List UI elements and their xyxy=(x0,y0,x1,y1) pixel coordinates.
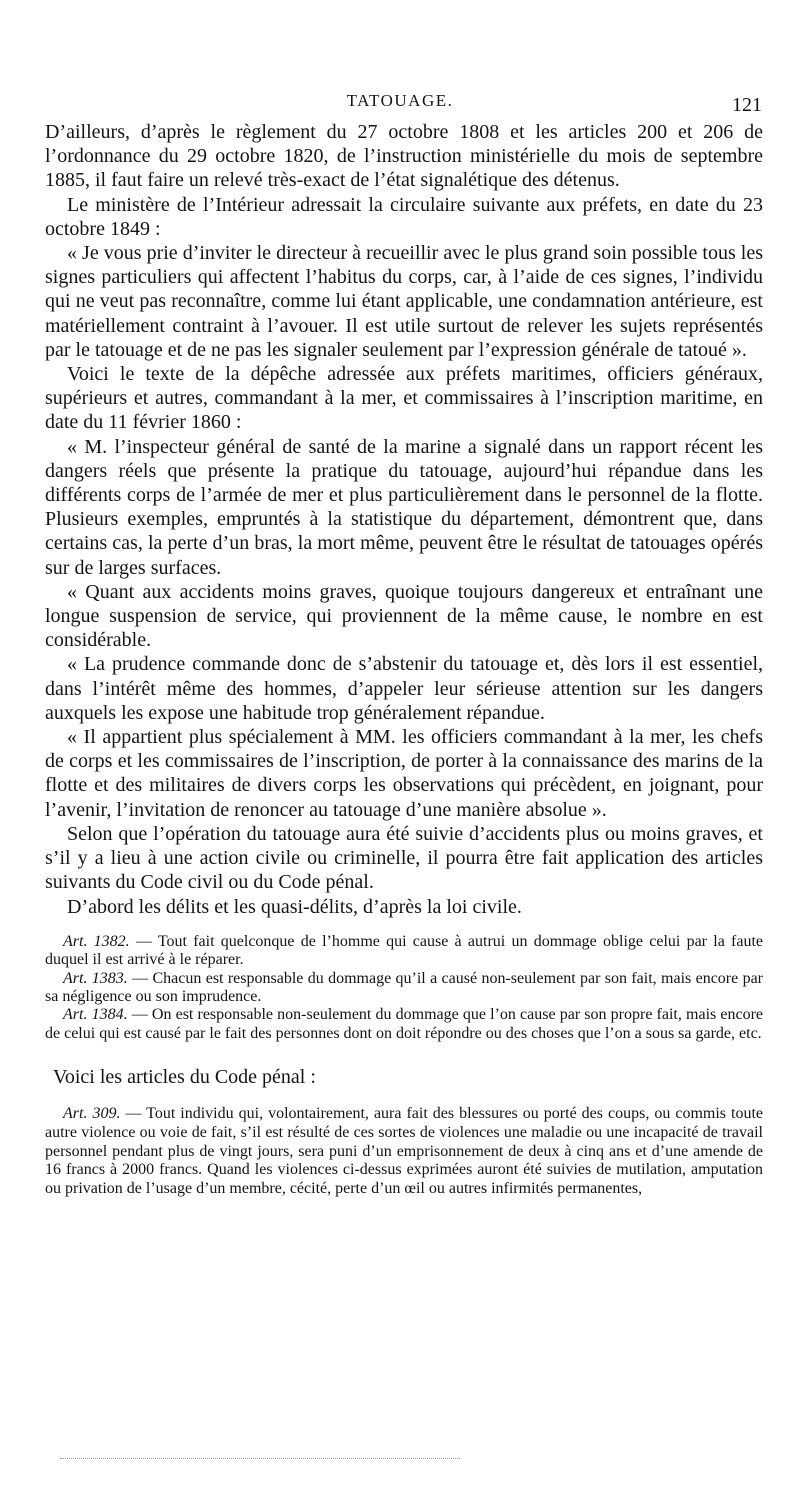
article-1382 xyxy=(45,933,763,970)
article-1384 xyxy=(45,1006,763,1043)
article-text: — Tout individu qui, volontairement, aura fait des blessures ou porté des coups, ou commis toute autre violence ou voie de fait, s’il est résulté de ces sortes de violences une maladie ou une incapacité de travail personnel pendant plus de vingt jours, sera puni d’un emprisonnement de deux à cinq ans et d’une amende de 16 francs à 2000 francs. Quand les violences ci-dessus exprimées auront été suivies de mutilation, amputation ou privation de l’usage d’un membre, cécité, perte d’un œil ou autres infirmités permanentes, xyxy=(45,1105,764,1197)
paragraph-depeche-quote-1: « M. l’inspecteur général de santé de la marine a signalé dans un rapport récent les dangers réels que présente la pratique du tatouage, aujourd’hui répandue dans les différents corps de l’armée de mer et plus particulièrement dans le personnel de la flotte. Plusieurs exemples, empruntés à la statistique du département, démontrent que, dans certains cas, la perte d’un bras, la mort même, peuvent être le résultat de tatouages opérés sur de larges surfaces. xyxy=(45,435,763,579)
article-text: — Chacun est responsable du dommage qu’il a causé non-seulement par son fait, mais encore par sa négligence ou son imprudence. xyxy=(45,969,764,1005)
penal-code-heading: Voici les articles du Code pénal : xyxy=(53,1066,316,1089)
article-309 xyxy=(45,1105,763,1198)
paragraph-depeche-quote-4: « Il appartient plus spécialement à MM. les officiers commandant à la mer, les chefs de corps et les commissaires de l’inscription, de porter à la connaissance des marins de la flotte et des militaires de divers corps les observations qui précèdent, en joignant, pour l’avenir, l’invitation de renoncer au tatouage d’une manière absolue ». xyxy=(45,726,763,821)
paragraph-depeche-quote-3: « La prudence commande donc de s’abstenir du tatouage et, dès lors il est essentiel, dans l’intérêt même des hommes, d’appeler leur sérieuse attention sur les dangers auxquels les expose une habitude trop généralement répandue. xyxy=(45,653,763,724)
running-title: TATOUAGE. xyxy=(346,91,454,110)
article-label: Art. 1383. xyxy=(63,969,128,987)
article-label: Art. 1382. xyxy=(63,932,130,950)
paragraph-selon: Selon que l’opération du tatouage aura été suivie d’accidents plus ou moins graves, et s’il y a lieu à une action civile ou criminelle, il pourra être fait application des articles suivants du Code civil ou du Code pénal. xyxy=(45,822,763,894)
article-1383 xyxy=(45,970,763,1007)
paragraph-delits: D’abord les délits et les quasi-délits, d’après la loi civile. xyxy=(67,895,522,918)
penal-code-articles xyxy=(45,1105,763,1198)
civil-code-articles xyxy=(45,933,763,1043)
article-text: — Tout fait quelconque de l’homme qui cause à autrui un dommage oblige celui par la faute duquel il est arrivé à le réparer. xyxy=(45,932,764,969)
paragraph-depeche-intro: Voici le texte de la dépêche adressée aux préfets maritimes, officiers généraux, supérieurs et autres, commandant à la mer, et commissaires à l’inscription maritime, en date du 11 février 1860 : xyxy=(45,363,763,434)
paragraph-depeche-quote-2: « Quant aux accidents moins graves, quoique toujours dangereux et entraînant une longue suspension de service, qui proviennent de la même cause, le nombre en est considérable. xyxy=(45,580,763,652)
article-label: Art. 1384. xyxy=(63,1006,128,1024)
page-number: 121 xyxy=(732,94,762,116)
article-label: Art. 309. xyxy=(63,1105,121,1123)
paragraph-circulaire-quote: « Je vous prie d’inviter le directeur à recueillir avec le plus grand soin possible tous les signes particuliers qui affectent l’habitus du corps, car, à l’aide de ces signes, l’individu qui ne veut pas reconnaître, comme lui étant applicable, une condamnation antérieure, est matériellement contraint à l’avouer. Il est utile surtout de relever les sujets représentés par le tatouage et de ne pas les signaler seulement par l’expression générale de tatoué ». xyxy=(45,242,763,361)
page-header xyxy=(0,88,800,118)
page-bottom-rule xyxy=(60,1458,460,1461)
page-body xyxy=(45,120,763,1198)
paragraph-circulaire-intro: Le ministère de l’Intérieur adressait la circulaire suivante aux préfets, en date du 23 octobre 1849 : xyxy=(45,193,763,240)
article-text: — On est responsable non-seulement du dommage que l’on cause par son propre fait, mais encore de celui qui est causé par le fait des personnes dont on doit répondre ou des choses que l’on a sous sa garde, etc. xyxy=(45,1006,764,1042)
paragraph-reglement: D’ailleurs, d’après le règlement du 27 octobre 1808 et les articles 200 et 206 de l’ordonnance du 29 octobre 1820, de l’instruction ministérielle du mois de septembre 1885, il faut faire un relevé très-exact de l’état signalétique des détenus. xyxy=(45,121,763,192)
